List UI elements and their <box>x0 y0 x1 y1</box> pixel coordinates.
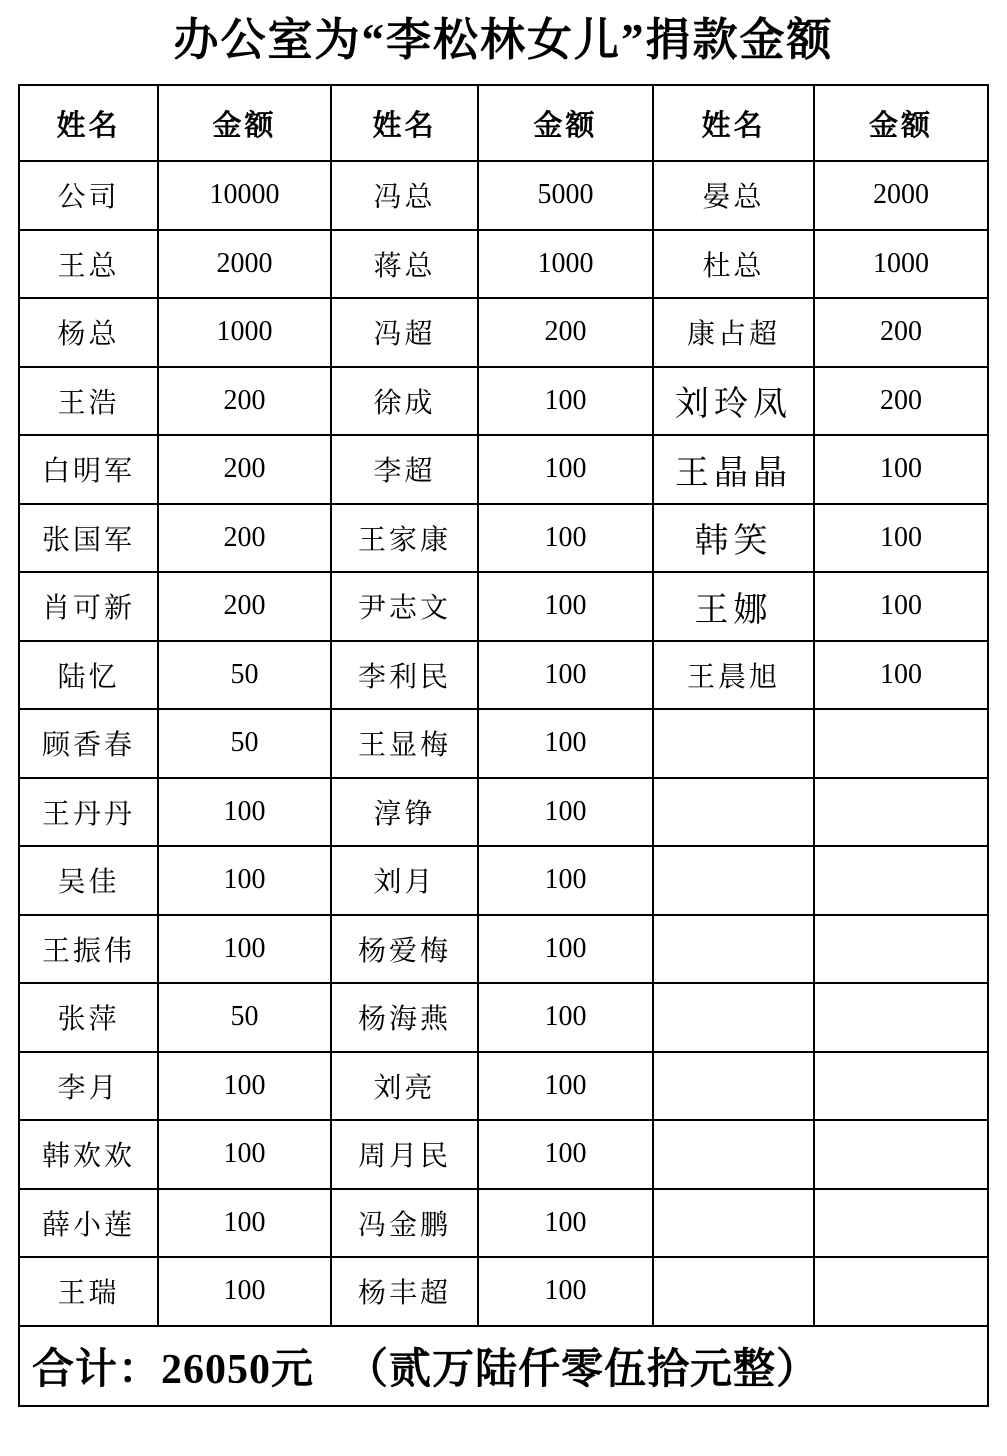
name-cell: 王振伟 <box>19 915 158 984</box>
table-row <box>19 915 988 984</box>
table-row <box>19 298 988 367</box>
table-row <box>19 367 988 436</box>
table-row <box>19 778 988 847</box>
amount-cell: 100 <box>814 572 988 641</box>
amount-cell: 50 <box>158 641 331 710</box>
name-cell: 白明军 <box>19 435 158 504</box>
table-row <box>19 504 988 573</box>
name-cell: 陆忆 <box>19 641 158 710</box>
table-row <box>19 641 988 710</box>
amount-cell: 100 <box>478 641 653 710</box>
amount-cell: 100 <box>478 572 653 641</box>
amount-cell: 100 <box>478 915 653 984</box>
name-cell <box>653 983 814 1052</box>
name-cell: 王晨旭 <box>653 641 814 710</box>
name-cell: 公司 <box>19 161 158 230</box>
table-row <box>19 230 988 299</box>
column-header: 姓名 <box>19 85 158 161</box>
name-cell <box>653 1120 814 1189</box>
name-cell <box>653 915 814 984</box>
amount-cell: 100 <box>478 1189 653 1258</box>
table-body <box>19 161 988 1326</box>
name-cell: 张萍 <box>19 983 158 1052</box>
column-header: 姓名 <box>653 85 814 161</box>
name-cell: 晏总 <box>653 161 814 230</box>
column-header: 金额 <box>158 85 331 161</box>
name-cell: 徐成 <box>331 367 478 436</box>
name-cell: 王浩 <box>19 367 158 436</box>
name-cell: 王显梅 <box>331 709 478 778</box>
donation-table <box>18 84 989 1407</box>
name-cell: 杨爱梅 <box>331 915 478 984</box>
name-cell: 韩欢欢 <box>19 1120 158 1189</box>
amount-cell: 100 <box>478 983 653 1052</box>
table-row <box>19 435 988 504</box>
amount-cell: 100 <box>814 641 988 710</box>
name-cell: 冯超 <box>331 298 478 367</box>
name-cell: 杜总 <box>653 230 814 299</box>
name-cell: 王总 <box>19 230 158 299</box>
name-cell: 肖可新 <box>19 572 158 641</box>
name-cell <box>653 709 814 778</box>
amount-cell: 200 <box>158 572 331 641</box>
name-cell: 冯总 <box>331 161 478 230</box>
table-row <box>19 572 988 641</box>
table-row <box>19 709 988 778</box>
amount-cell: 200 <box>158 367 331 436</box>
table-row <box>19 1052 988 1121</box>
amount-cell: 1000 <box>158 298 331 367</box>
total-amount-in-words: （贰万陆仟零伍拾元整） <box>346 1346 820 1393</box>
amount-cell: 100 <box>478 1052 653 1121</box>
name-cell: 杨总 <box>19 298 158 367</box>
amount-cell: 100 <box>158 915 331 984</box>
name-cell: 薛小莲 <box>19 1189 158 1258</box>
amount-cell <box>814 915 988 984</box>
amount-cell: 5000 <box>478 161 653 230</box>
amount-cell: 1000 <box>814 230 988 299</box>
name-cell: 李月 <box>19 1052 158 1121</box>
amount-cell: 200 <box>814 367 988 436</box>
amount-cell: 50 <box>158 983 331 1052</box>
amount-cell <box>814 983 988 1052</box>
amount-cell: 100 <box>814 504 988 573</box>
column-header: 金额 <box>814 85 988 161</box>
name-cell: 杨海燕 <box>331 983 478 1052</box>
amount-cell: 200 <box>478 298 653 367</box>
name-cell: 周月民 <box>331 1120 478 1189</box>
name-cell: 韩笑 <box>653 504 814 573</box>
name-cell: 王娜 <box>653 572 814 641</box>
amount-cell: 100 <box>814 435 988 504</box>
name-cell: 张国军 <box>19 504 158 573</box>
name-cell: 刘亮 <box>331 1052 478 1121</box>
amount-cell: 50 <box>158 709 331 778</box>
name-cell: 李利民 <box>331 641 478 710</box>
page-title: 办公室为“李松林女儿”捐款金额 <box>173 15 834 65</box>
name-cell <box>653 778 814 847</box>
name-cell: 淳铮 <box>331 778 478 847</box>
name-cell: 吴佳 <box>19 846 158 915</box>
amount-cell <box>814 1052 988 1121</box>
table-row <box>19 161 988 230</box>
name-cell: 王瑞 <box>19 1257 158 1326</box>
name-cell: 康占超 <box>653 298 814 367</box>
amount-cell: 100 <box>158 778 331 847</box>
name-cell: 蒋总 <box>331 230 478 299</box>
name-cell: 李超 <box>331 435 478 504</box>
amount-cell: 2000 <box>158 230 331 299</box>
name-cell <box>653 846 814 915</box>
amount-cell: 200 <box>158 435 331 504</box>
name-cell: 刘月 <box>331 846 478 915</box>
table-row <box>19 1189 988 1258</box>
amount-cell: 10000 <box>158 161 331 230</box>
amount-cell <box>814 846 988 915</box>
table-row <box>19 983 988 1052</box>
name-cell: 王家康 <box>331 504 478 573</box>
amount-cell: 200 <box>158 504 331 573</box>
amount-cell: 100 <box>478 1257 653 1326</box>
name-cell <box>653 1189 814 1258</box>
table-row <box>19 1120 988 1189</box>
amount-cell: 100 <box>158 1189 331 1258</box>
table-row <box>19 846 988 915</box>
amount-cell: 100 <box>478 709 653 778</box>
name-cell: 刘玲凤 <box>653 367 814 436</box>
name-cell: 顾香春 <box>19 709 158 778</box>
amount-cell <box>814 1120 988 1189</box>
amount-cell: 100 <box>478 504 653 573</box>
column-header: 金额 <box>478 85 653 161</box>
name-cell: 王丹丹 <box>19 778 158 847</box>
amount-cell <box>814 778 988 847</box>
name-cell: 尹志文 <box>331 572 478 641</box>
amount-cell: 100 <box>478 1120 653 1189</box>
amount-cell: 100 <box>478 778 653 847</box>
amount-cell <box>814 1257 988 1326</box>
amount-cell: 100 <box>478 435 653 504</box>
name-cell: 冯金鹏 <box>331 1189 478 1258</box>
total-row <box>19 1326 988 1406</box>
name-cell: 王晶晶 <box>653 435 814 504</box>
total-label: 合计：26050元 <box>32 1346 315 1393</box>
name-cell: 杨丰超 <box>331 1257 478 1326</box>
name-cell <box>653 1052 814 1121</box>
amount-cell <box>814 709 988 778</box>
amount-cell: 100 <box>158 1257 331 1326</box>
amount-cell: 200 <box>814 298 988 367</box>
header-row <box>19 85 988 161</box>
column-header: 姓名 <box>331 85 478 161</box>
table-row <box>19 1257 988 1326</box>
amount-cell: 1000 <box>478 230 653 299</box>
amount-cell: 100 <box>158 1052 331 1121</box>
amount-cell <box>814 1189 988 1258</box>
amount-cell: 100 <box>158 1120 331 1189</box>
amount-cell: 100 <box>158 846 331 915</box>
amount-cell: 100 <box>478 367 653 436</box>
name-cell <box>653 1257 814 1326</box>
amount-cell: 2000 <box>814 161 988 230</box>
total-cell <box>19 1326 988 1406</box>
amount-cell: 100 <box>478 846 653 915</box>
